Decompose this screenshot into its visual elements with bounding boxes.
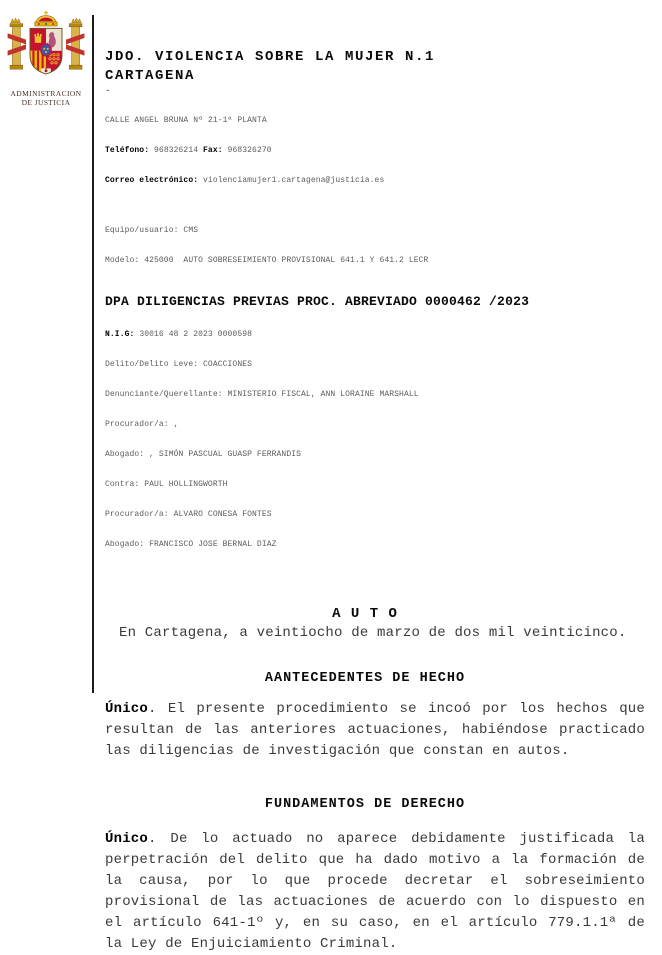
case-detail-denunciante: Denunciante/Querellante: MINISTERIO FISCAL, ANN LORAINE MARSHALL xyxy=(105,390,419,399)
auto-heading: A U T O xyxy=(332,606,398,622)
court-title-line2: CARTAGENA xyxy=(105,68,196,84)
phone-value: 968326214 xyxy=(154,146,199,155)
case-detail-procurador2: Procurador/a: ALVARO CONESA FONTES xyxy=(105,510,272,519)
fundamentos-heading: FUNDAMENTOS DE DERECHO xyxy=(264,797,466,812)
email-value: violenciamujer1.cartagena@justicia.es xyxy=(203,176,385,185)
antecedentes-text: . El presente procedimiento se incoó por los hechos que resultan de las anteriores actuaciones, habiéndose practicado las diligencias de investigación que constan en autos. xyxy=(105,701,645,759)
nig-line xyxy=(105,330,662,340)
date-line: En Cartagena, a veintiocho de marzo de dos mil veinticinco. xyxy=(119,625,627,641)
case-details-block xyxy=(105,310,662,570)
email-label: Correo electrónico: xyxy=(105,176,199,185)
fax-label: Fax: xyxy=(203,146,223,155)
case-detail-abogado1: Abogado: , SIMÓN PASCUAL GUASP FERRANDIS xyxy=(105,450,302,459)
coat-of-arms-logo xyxy=(6,9,86,107)
case-detail-abogado2: Abogado: FRANCISCO JOSE BERNAL DIAZ xyxy=(105,540,277,549)
logo-caption xyxy=(6,89,86,107)
logo-caption-line2: DE JUSTICIA xyxy=(21,98,71,107)
case-detail-delito: Delito/Delito Leve: COACCIONES xyxy=(105,360,253,369)
fundamentos-lead: Único xyxy=(105,831,149,847)
document-content xyxy=(94,0,662,952)
case-detail-contra: Contra: PAUL HOLLINGWORTH xyxy=(105,480,228,489)
court-email-line xyxy=(105,176,662,186)
fundamentos-text: . De lo actuado no aparece debidamente justificada la perpetración del delito que ha dado motivo a la formación de la causa, por lo que procede decretar el sobreseimiento provisional de las actuaciones de acuerdo con lo dispuesto en el artículo 641-1º y, en su caso, en el artículo 779.1.1ª de la Ley de Enjuiciamiento Criminal. xyxy=(105,831,645,952)
equipo-line: Equipo/usuario: CMS xyxy=(105,226,199,235)
court-contact-block xyxy=(105,96,662,206)
dash-mark: - xyxy=(105,86,111,96)
case-detail-procurador1: Procurador/a: , xyxy=(105,420,179,429)
fundamentos-paragraph xyxy=(105,829,645,955)
nig-label: N.I.G: xyxy=(105,330,135,339)
court-phone-fax-line xyxy=(105,146,662,156)
antecedentes-heading: AANTECEDENTES DE HECHO xyxy=(264,671,466,686)
spain-coat-of-arms-icon xyxy=(6,70,86,88)
case-title: DPA DILIGENCIAS PREVIAS PROC. ABREVIADO 0000462 /2023 xyxy=(105,294,530,309)
phone-label: Teléfono: xyxy=(105,146,150,155)
modelo-line: Modelo: 425000 AUTO SOBRESEIMIENTO PROVISIONAL 641.1 Y 641.2 LECR xyxy=(105,256,429,265)
system-info-block xyxy=(105,206,662,286)
logo-column xyxy=(0,0,92,693)
antecedentes-paragraph xyxy=(105,699,645,762)
logo-caption-line1: ADMINISTRACION xyxy=(10,89,82,98)
fax-value: 968326270 xyxy=(227,146,272,155)
nig-value: 30016 48 2 2023 0000598 xyxy=(139,330,253,339)
court-title-line1: JDO. VIOLENCIA SOBRE LA MUJER N.1 xyxy=(105,49,436,65)
court-title xyxy=(105,48,662,86)
antecedentes-lead: Único xyxy=(105,701,149,717)
court-address: CALLE ANGEL BRUNA Nº 21-1ª PLANTA xyxy=(105,116,267,125)
